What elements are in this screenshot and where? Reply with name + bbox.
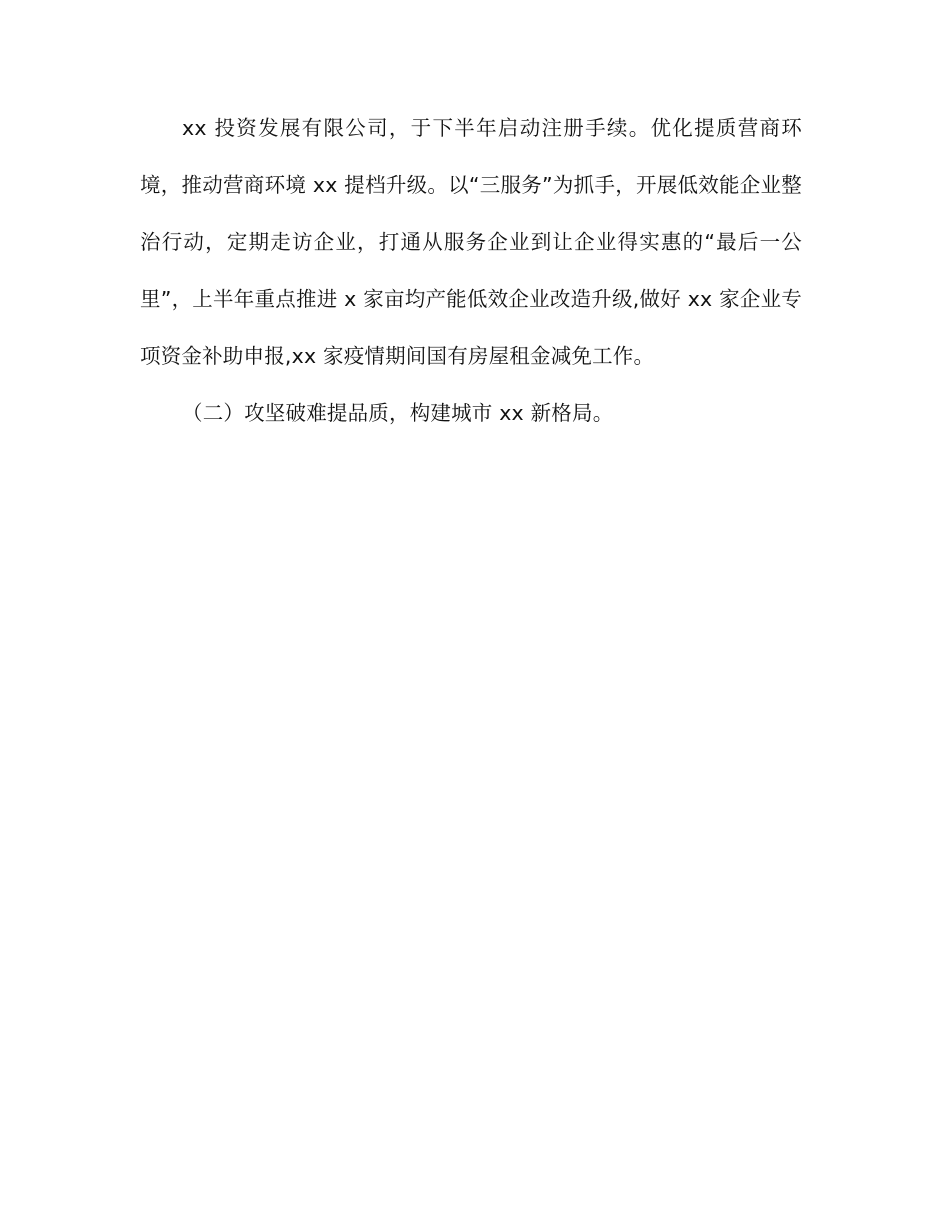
document-body (140, 100, 802, 442)
body-paragraph: xx 投资发展有限公司，于下半年启动注册手续。优化提质营商环境，推动营商环境 xx 提档升级。以“三服务”为抓手，开展低效能企业整治行动，定期走访企业，打通从服务企业到让企业得实惠的“最后一公里”，上半年重点推进 x 家亩均产能低效企业改造升级,做好 xx 家企业专项资金补助申报,xx 家疫情期间国有房屋租金减免工作。 (140, 116, 802, 368)
section-heading: （二）攻坚破难提品质，构建城市 xx 新格局。 (182, 401, 614, 425)
